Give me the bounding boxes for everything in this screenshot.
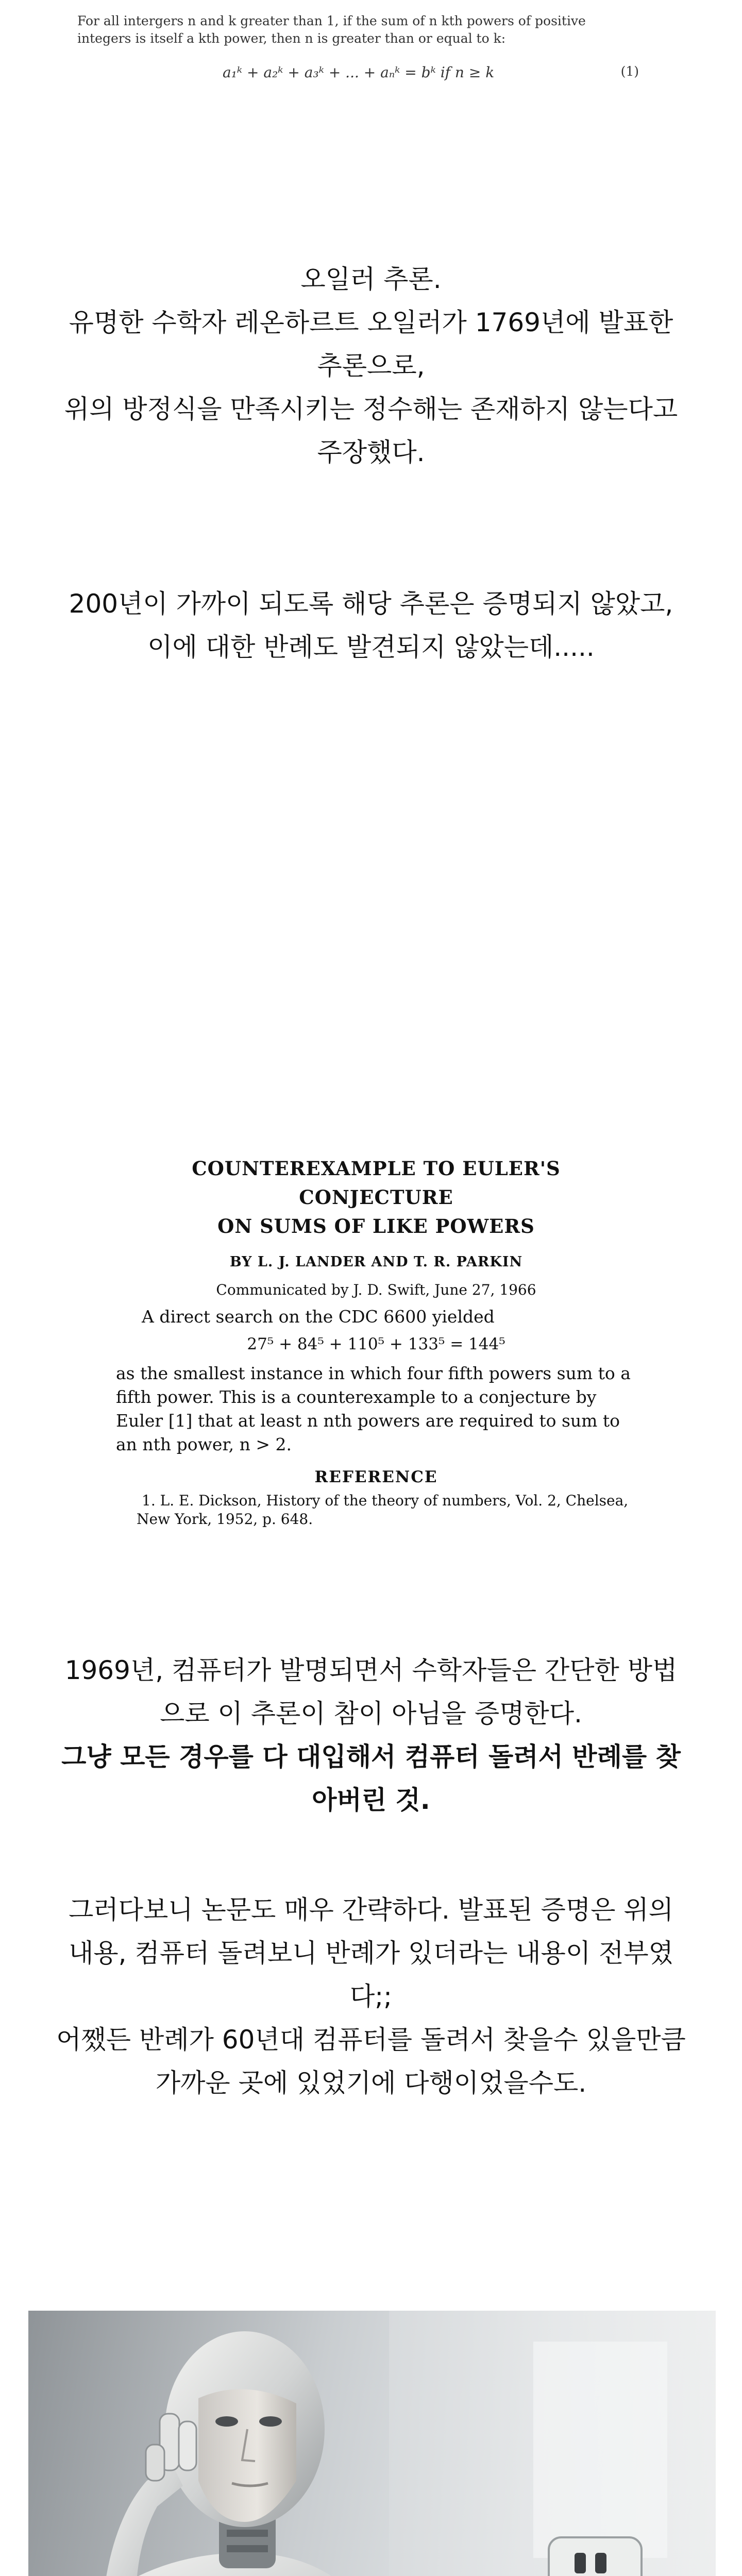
- history-line: 이에 대한 반례도 발견되지 않았는데.....: [147, 632, 595, 662]
- summary-line: 그러다보니 논문도 매우 간략하다. 발표된 증명은 위의: [69, 1895, 673, 1925]
- paper-title-line: COUNTEREXAMPLE TO EULER'S CONJECTURE: [192, 1157, 561, 1209]
- paper-title-line: ON SUMS OF LIKE POWERS: [217, 1215, 535, 1238]
- intro-line: 주장했다.: [317, 437, 425, 467]
- equation: a₁ᵏ + a₂ᵏ + a₃ᵏ + ... + aₙᵏ = bᵏ if n ≥ k: [223, 64, 495, 81]
- math-line: For all intergers n and k greater than 1, if the sum of n kth powers of positive: [77, 13, 586, 28]
- intro-line: 추론으로,: [317, 351, 425, 381]
- intro-line: 오일러 추론.: [300, 264, 442, 294]
- paper-authors: BY L. J. LANDER AND T. R. PARKIN: [229, 1254, 523, 1270]
- intro-paragraph: [21, 258, 721, 474]
- equation-row: [77, 62, 639, 88]
- discovery-line: 으로 이 추론이 참이 아님을 증명한다.: [160, 1699, 582, 1728]
- intro-line: 위의 방정식을 만족시키는 정수해는 존재하지 않는다고: [64, 394, 678, 424]
- paper-body: as the smallest instance in which four fifth powers sum to a fifth power. This is a counterexample to a conjecture by Euler [1] that at least n nth powers are required to sum to an nth power, n > 2.: [116, 1363, 631, 1454]
- thinking-robot-photo: [28, 2311, 716, 2576]
- discovery-line: 1969년, 컴퓨터가 발명되면서 수학자들은 간단한 방법: [64, 1655, 678, 1685]
- paper-reference: 1. L. E. Dickson, History of the theory of numbers, Vol. 2, Chelsea, New York, 1952, p. 648.: [137, 1492, 629, 1528]
- intro-line: 유명한 수학자 레온하르트 오일러가 1769년에 발표한: [69, 308, 673, 337]
- summary-line: 어쨌든 반례가 60년대 컴퓨터를 돌려서 찾을수 있을만큼: [56, 2025, 686, 2055]
- paper-title: [116, 1154, 636, 1241]
- paper-excerpt: [116, 1154, 636, 1529]
- robot-illustration: [28, 2311, 716, 2576]
- history-paragraph: [21, 582, 721, 669]
- math-excerpt-text: [77, 12, 639, 47]
- discovery-bold-line: 아버린 것.: [312, 1785, 430, 1815]
- history-line: 200년이 가까이 되도록 해당 추론은 증명되지 않았고,: [69, 589, 673, 619]
- discovery-bold-line: 그냥 모든 경우를 다 대입해서 컴퓨터 돌려서 반례를 찾: [61, 1742, 681, 1772]
- paper-communicated: Communicated by J. D. Swift, June 27, 1966: [216, 1281, 536, 1298]
- summary-paragraph: [21, 1888, 721, 2105]
- math-excerpt: [77, 12, 639, 88]
- summary-line: 내용, 컴퓨터 돌려보니 반례가 있더라는 내용이 전부였: [69, 1938, 673, 1968]
- paper-formula: 27⁵ + 84⁵ + 110⁵ + 133⁵ = 144⁵: [247, 1335, 505, 1353]
- paper-reference-heading: REFERENCE: [314, 1468, 438, 1486]
- paper-direct-search: A direct search on the CDC 6600 yielded: [142, 1307, 495, 1327]
- equation-number: (1): [620, 64, 639, 79]
- summary-line: 가까운 곳에 있었기에 다행이었을수도.: [155, 2068, 587, 2098]
- discovery-paragraph: [21, 1649, 721, 1822]
- math-line: integers is itself a kth power, then n is greater than or equal to k:: [77, 31, 506, 46]
- summary-line: 다;;: [350, 1981, 392, 2011]
